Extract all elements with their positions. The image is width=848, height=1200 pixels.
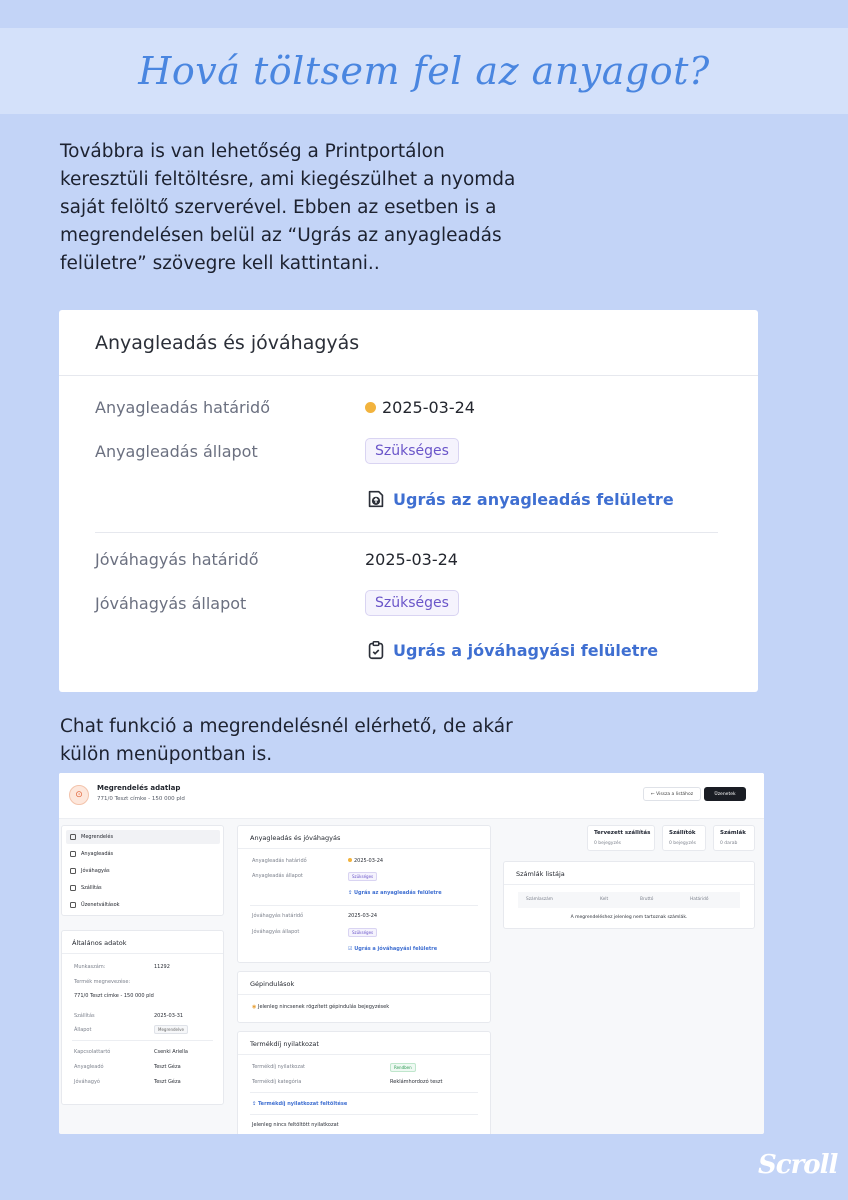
approval-status-value (365, 590, 459, 616)
mid-dl: 2025-03-24 (354, 858, 384, 864)
chat-icon (70, 902, 76, 908)
stat-value: 0 bejegyzés (594, 841, 621, 846)
mid-upload-label[interactable]: Ugrás az anyagleadás felületre (353, 890, 442, 896)
divider (238, 994, 490, 995)
mid-dl-label: Anyagleadás határidő (252, 858, 307, 864)
stat-value: 0 darab (720, 841, 738, 846)
job-no: 11292 (154, 964, 170, 970)
nav-label: Anyagleadás (81, 851, 114, 857)
fee-upload-label[interactable]: Termékdíj nyilatkozat feltöltése (257, 1101, 348, 1107)
status-value (365, 438, 459, 464)
nav-item-shipping[interactable] (70, 885, 102, 891)
divider (238, 1054, 490, 1055)
mid-upload-link[interactable]: ⇪ Ugrás az anyagleadás felületre (348, 890, 442, 896)
divider (504, 884, 754, 885)
back-to-list-button[interactable]: ← Vissza a listához (643, 787, 701, 801)
approval-link-label[interactable]: Ugrás a jóváhagyási felületre (393, 640, 659, 660)
messages-button[interactable]: Üzenetek (704, 787, 746, 801)
divider (250, 1114, 478, 1115)
stat-label: Szállítók (669, 830, 696, 836)
nav-label: Jóváhagyás (81, 868, 110, 874)
approval-deadline-label: Jóváhagyás határidő (95, 550, 259, 569)
divider (62, 953, 223, 954)
upload-link-label[interactable]: Ugrás az anyagleadás felületre (393, 489, 674, 509)
state-badge: Megrendelve (154, 1025, 188, 1034)
nav-item-material[interactable] (70, 851, 113, 857)
screen-header (59, 773, 764, 819)
col-header: Bruttó (640, 897, 654, 902)
divider (238, 848, 490, 849)
shipping-label: Szállítás (74, 1013, 95, 1019)
clipboard-icon (70, 868, 76, 874)
col-header: Kelt (600, 897, 609, 902)
deadline-value (365, 398, 475, 417)
page-title: Hová töltsem fel az anyagot? (138, 49, 710, 93)
shipping: 2025-03-31 (154, 1013, 184, 1019)
truck-icon (70, 885, 76, 891)
chat-text: Chat funkció a megrendelésnél elérhető, de akár külön menüpontban is. (60, 716, 513, 765)
panel-divider (95, 532, 718, 533)
side-nav (61, 825, 224, 916)
product: 771/0 Teszt címke - 150 000 pld (74, 993, 154, 999)
general-heading: Általános adatok (72, 939, 127, 947)
order-screenshot (59, 773, 764, 1134)
mid-approve-label[interactable]: Ugrás a jóváhagyási felületre (354, 946, 438, 952)
approval-deadline-value: 2025-03-24 (365, 550, 458, 569)
stat-value: 0 bejegyzés (669, 841, 696, 846)
job-no-label: Munkaszám: (74, 964, 106, 970)
deadline-date: 2025-03-24 (382, 398, 475, 417)
nav-item-order[interactable] (70, 834, 113, 840)
screen-subtitle: 771/0 Teszt címke - 150 000 pld (97, 796, 185, 802)
approver-label: Jóváhagyó (74, 1079, 100, 1085)
mid-material-card (237, 825, 491, 963)
invoices-heading: Számlák listája (516, 870, 565, 878)
approver: Teszt Géza (154, 1079, 181, 1085)
material: Teszt Géza (154, 1064, 181, 1070)
machine-heading: Gépindulások (250, 980, 295, 988)
title-band (0, 28, 848, 114)
status-dot-icon (365, 402, 376, 413)
divider (250, 905, 478, 906)
upload-icon (70, 851, 76, 857)
screen-title: Megrendelés adatlap (97, 784, 181, 792)
nav-label: Megrendelés (81, 834, 114, 840)
status-label: Anyagleadás állapot (95, 442, 258, 461)
mid-ast-badge: Szükséges (348, 928, 377, 937)
invoices-card (503, 861, 755, 929)
stat-label: Tervezett szállítás (594, 830, 651, 836)
mid-st-label: Anyagleadás állapot (252, 873, 303, 879)
clipboard-check-icon (365, 639, 387, 661)
nav-item-messages[interactable] (70, 902, 120, 908)
stat-suppliers (662, 825, 706, 851)
fee-upload-link[interactable]: ⇪ Termékdíj nyilatkozat feltöltése (252, 1101, 348, 1107)
nav-item-approval[interactable] (70, 868, 110, 874)
approval-status-badge: Szükséges (365, 590, 459, 616)
fee-heading: Termékdíj nyilatkozat (250, 1040, 319, 1048)
approval-link[interactable] (365, 639, 658, 661)
general-data-card (61, 930, 224, 1105)
product-label: Termék megnevezése: (74, 979, 131, 985)
status-badge: Szükséges (365, 438, 459, 464)
contact-label: Kapcsolattartó (74, 1049, 111, 1055)
mid-st-badge: Szükséges (348, 872, 377, 881)
deadline-label: Anyagleadás határidő (95, 398, 270, 417)
contact: Csenki Ariella (154, 1049, 188, 1055)
divider (72, 1040, 213, 1041)
panel-heading: Anyagleadás és jóváhagyás (59, 310, 758, 376)
fee-decl-badge: Rendben (390, 1063, 416, 1072)
state-label: Állapot (74, 1027, 92, 1033)
mid-adl-label: Jóváhagyás határidő (252, 913, 304, 919)
divider (250, 1092, 478, 1093)
upload-icon (365, 488, 387, 510)
approval-status-label: Jóváhagyás állapot (95, 594, 247, 613)
info-icon: ◉ (252, 1004, 257, 1010)
stat-label: Számlák (720, 830, 746, 836)
machine-card (237, 971, 491, 1023)
order-icon (70, 834, 76, 840)
fee-card (237, 1031, 491, 1134)
col-header: Határidő (690, 897, 709, 902)
mid-adl: 2025-03-24 (348, 913, 378, 919)
mid-heading: Anyagleadás és jóváhagyás (250, 834, 341, 842)
invoices-empty: A megrendeléshez jelenleg nem tartoznak számlák. (570, 915, 688, 920)
fee-none: Jelenleg nincs feltöltött nyilatkozat (252, 1122, 339, 1128)
mid-ast-label: Jóváhagyás állapot (252, 929, 300, 935)
nav-label: Szállítás (81, 885, 102, 891)
fee-decl-label: Termékdíj nyilatkozat (252, 1064, 305, 1070)
invoices-table-header (518, 892, 740, 908)
fee-cat-label: Termékdíj kategória (252, 1079, 302, 1085)
intro-text: Továbbra is van lehetőség a Printportálon keresztüli feltöltésre, ami kiegészülhet a nyomda saját felöltő szerverével. Ebben az esetben is a megrendelésen belül az “Ugrás az anyagleadás felületre” szövegre kell kattintani.. (60, 141, 516, 274)
fee-cat: Reklámhordozó teszt (390, 1079, 443, 1085)
material-panel (59, 310, 758, 692)
status-dot-icon (348, 858, 352, 862)
machine-empty: Jelenleg nincsenek rögzített gépindulás bejegyzések (257, 1004, 390, 1010)
material-label: Anyagleadó (74, 1064, 104, 1070)
nav-label: Üzenetváltások (81, 902, 120, 908)
scroll-logo: Scroll (758, 1150, 838, 1180)
order-logo-icon: ⊙ (69, 785, 89, 805)
mid-approve-link[interactable]: ☑ Ugrás a jóváhagyási felületre (348, 946, 438, 952)
stat-invoices (713, 825, 755, 851)
col-header: Számlaszám (526, 897, 553, 902)
upload-link[interactable] (365, 488, 674, 510)
stat-planned-shipping (587, 825, 655, 851)
